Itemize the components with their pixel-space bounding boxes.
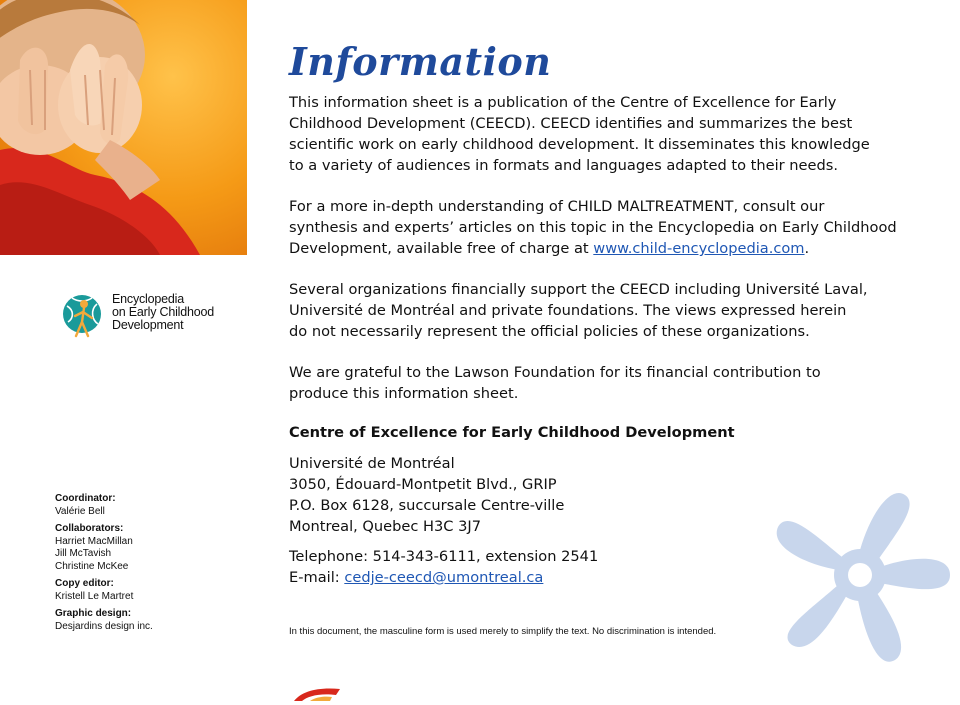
funding-paragraph — [289, 279, 889, 342]
email-link[interactable]: cedje-ceecd@umontreal.ca — [344, 569, 544, 586]
collaborator-name: Harriet MacMillan — [55, 535, 133, 547]
text-line: Several organizations financially support the CEECD including Université Laval, — [289, 281, 868, 298]
footnote: In this document, the masculine form is used merely to simplify the text. No discrimination is intended. — [289, 626, 717, 637]
text-line: synthesis and experts’ articles on this topic in the Encyclopedia on Early Childhood — [289, 219, 897, 236]
intro-paragraph — [289, 92, 889, 176]
text-line: to a variety of audiences in formats and languages adapted to their needs. — [289, 157, 838, 174]
encyclopedia-logo — [62, 290, 262, 346]
text-line: scientific work on early childhood development. It disseminates this knowledge — [289, 136, 870, 153]
address-line: 3050, Édouard-Montpetit Blvd., GRIP — [289, 476, 557, 493]
address-line: Montreal, Quebec H3C 3J7 — [289, 518, 482, 535]
collaborator-name: Jill McTavish — [55, 548, 112, 559]
coordinator-label: Coordinator: — [55, 493, 116, 504]
gratitude-paragraph — [289, 362, 889, 404]
text-line: This information sheet is a publication of the Centre of Excellence for Early — [289, 94, 837, 111]
graphic-design-name: Desjardins design inc. — [55, 620, 153, 632]
text-line: We are grateful to the Lawson Foundation for its financial contribution to — [289, 364, 821, 381]
email-line — [289, 567, 909, 588]
text-fragment: . — [804, 240, 810, 257]
logo-line-1: Encyclopedia — [112, 292, 184, 306]
globe-child-icon — [62, 292, 106, 342]
collaborators-label: Collaborators: — [55, 523, 124, 534]
partial-logo-mark — [288, 686, 352, 700]
email-label: E-mail: — [289, 569, 345, 586]
address-line: P.O. Box 6128, succursale Centre-ville — [289, 497, 565, 514]
address-line: Université de Montréal — [289, 455, 455, 472]
contact-block — [289, 546, 909, 588]
text-line: do not necessarily represent the official policies of these organizations. — [289, 323, 810, 340]
logo-line-3: Development — [112, 318, 184, 332]
credits — [55, 493, 235, 633]
encyclopedia-paragraph — [289, 196, 897, 259]
child-photo — [0, 0, 247, 255]
logo-text — [112, 293, 214, 332]
centre-name: Centre of Excellence for Early Childhood Development — [289, 424, 735, 441]
telephone: Telephone: 514-343-6111, extension 2541 — [289, 548, 599, 565]
encyclopedia-link[interactable]: www.child-encyclopedia.com — [593, 240, 805, 257]
page-title: Information — [289, 39, 552, 84]
copy-editor-label: Copy editor: — [55, 578, 114, 589]
text-line: For a more in-depth understanding of CHILD MALTREATMENT, consult our — [289, 198, 825, 215]
copy-editor-name: Kristell Le Martret — [55, 590, 134, 602]
text-line: produce this information sheet. — [289, 385, 519, 402]
text-line: Childhood Development (CEECD). CEECD identifies and summarizes the best — [289, 115, 853, 132]
text-line — [289, 238, 889, 259]
main-content — [289, 36, 909, 588]
logo-line-2: on Early Childhood — [112, 305, 215, 319]
address-block — [289, 453, 909, 537]
collaborator-name: Christine McKee — [55, 560, 129, 572]
graphic-design-label: Graphic design: — [55, 608, 132, 619]
coordinator-name: Valérie Bell — [55, 505, 105, 517]
text-line: Université de Montréal and private foundations. The views expressed herein — [289, 302, 847, 319]
text-fragment: Development, available free of charge at — [289, 240, 594, 257]
